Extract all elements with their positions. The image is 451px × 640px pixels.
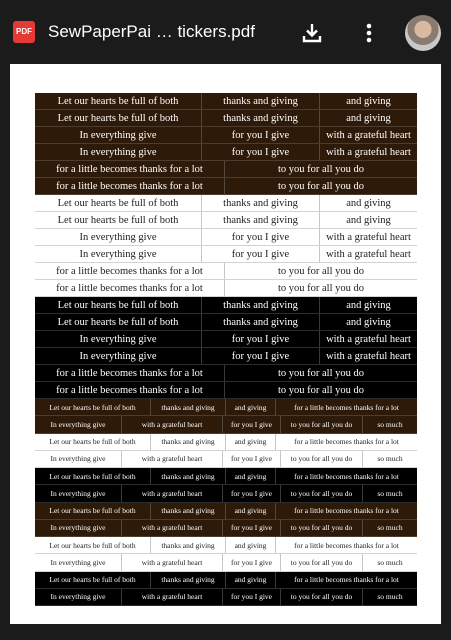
sticker-row (35, 246, 417, 263)
sticker-row (35, 416, 417, 433)
sticker-row (35, 229, 417, 246)
sticker-label: so much (377, 523, 403, 533)
sticker-label: In everything give (35, 246, 202, 262)
sticker-label: for a little becomes thanks for a lot (294, 506, 399, 516)
sticker-row (35, 503, 417, 520)
sticker-label: In everything give (35, 229, 202, 245)
sticker-label: thanks and giving (202, 297, 320, 313)
sticker-label: and giving (226, 434, 276, 450)
sticker-sheet (35, 93, 417, 606)
sticker-row (35, 399, 417, 416)
sticker-label: thanks and giving (151, 572, 226, 588)
sticker-row (35, 434, 417, 451)
sticker-label: to you for all you do (277, 282, 365, 294)
sticker-label: Let our hearts be full of both (35, 399, 151, 415)
sticker-row (35, 485, 417, 502)
sticker-label: so much (377, 592, 403, 602)
sticker-row (35, 127, 417, 144)
sticker-label: to you for all you do (281, 520, 363, 536)
sticker-label: to you for all you do (281, 451, 363, 467)
sticker-label: so much (377, 488, 403, 498)
sticker-label: and giving (346, 214, 391, 226)
sticker-label: thanks and giving (202, 93, 320, 109)
sticker-label: with a grateful heart (326, 129, 411, 141)
sticker-label: In everything give (35, 554, 122, 570)
sticker-label: In everything give (35, 144, 202, 160)
sticker-label: Let our hearts be full of both (35, 93, 202, 109)
sticker-label: thanks and giving (151, 399, 226, 415)
sticker-label: for you I give (202, 331, 320, 347)
sticker-label: for a little becomes thanks for a lot (35, 263, 225, 279)
sticker-row (35, 297, 417, 314)
pdf-file-icon: PDF (13, 21, 35, 43)
sticker-label: to you for all you do (281, 485, 363, 501)
sticker-row (35, 314, 417, 331)
sticker-label: to you for all you do (277, 367, 365, 379)
sticker-label: for you I give (223, 451, 281, 467)
sticker-label: and giving (346, 197, 391, 209)
sticker-label: to you for all you do (281, 589, 363, 605)
sticker-label: Let our hearts be full of both (35, 195, 202, 211)
sticker-label: with a grateful heart (326, 333, 411, 345)
sticker-label: for a little becomes thanks for a lot (35, 365, 225, 381)
sticker-label: with a grateful heart (326, 350, 411, 362)
sticker-label: to you for all you do (277, 384, 365, 396)
sticker-label: for a little becomes thanks for a lot (35, 280, 225, 296)
sticker-label: for you I give (223, 554, 281, 570)
sticker-label: so much (377, 419, 403, 429)
sticker-label: for you I give (202, 144, 320, 160)
sticker-label: with a grateful heart (122, 485, 223, 501)
sticker-label: for a little becomes thanks for a lot (294, 437, 399, 447)
sticker-row (35, 161, 417, 178)
sticker-label: Let our hearts be full of both (35, 110, 202, 126)
sticker-label: In everything give (35, 127, 202, 143)
sticker-row (35, 144, 417, 161)
sticker-label: thanks and giving (151, 537, 226, 553)
sticker-row (35, 331, 417, 348)
sticker-label: so much (377, 557, 403, 567)
sticker-label: and giving (226, 572, 276, 588)
sticker-label: and giving (346, 112, 391, 124)
sticker-label: In everything give (35, 348, 202, 364)
sticker-label: and giving (226, 399, 276, 415)
sticker-label: thanks and giving (202, 195, 320, 211)
sticker-label: for a little becomes thanks for a lot (294, 575, 399, 585)
sticker-label: and giving (346, 95, 391, 107)
download-icon[interactable] (300, 21, 324, 45)
sticker-row (35, 178, 417, 195)
sticker-row (35, 554, 417, 571)
sticker-label: Let our hearts be full of both (35, 572, 151, 588)
sticker-label: for you I give (223, 416, 281, 432)
sticker-row (35, 589, 417, 606)
sticker-label: and giving (346, 316, 391, 328)
sticker-label: and giving (226, 468, 276, 484)
avatar[interactable] (405, 15, 441, 51)
sticker-label: for a little becomes thanks for a lot (294, 540, 399, 550)
sticker-label: for you I give (202, 348, 320, 364)
sticker-label: thanks and giving (202, 110, 320, 126)
sticker-row (35, 195, 417, 212)
sticker-row (35, 572, 417, 589)
sticker-label: Let our hearts be full of both (35, 314, 202, 330)
sticker-label: thanks and giving (202, 212, 320, 228)
sticker-label: to you for all you do (281, 554, 363, 570)
sticker-label: In everything give (35, 331, 202, 347)
sticker-label: so much (377, 454, 403, 464)
sticker-label: with a grateful heart (122, 416, 223, 432)
sticker-label: for a little becomes thanks for a lot (35, 161, 225, 177)
sticker-label: and giving (346, 299, 391, 311)
sticker-row (35, 365, 417, 382)
sticker-label: for a little becomes thanks for a lot (294, 471, 399, 481)
sticker-label: thanks and giving (151, 434, 226, 450)
sticker-row (35, 263, 417, 280)
sticker-row (35, 537, 417, 554)
sticker-label: and giving (226, 503, 276, 519)
sticker-label: for a little becomes thanks for a lot (35, 382, 225, 398)
sticker-label: Let our hearts be full of both (35, 212, 202, 228)
sticker-label: to you for all you do (281, 416, 363, 432)
sticker-label: thanks and giving (151, 468, 226, 484)
sticker-label: and giving (226, 537, 276, 553)
sticker-row (35, 382, 417, 399)
top-app-bar (0, 0, 451, 62)
sticker-label: for you I give (223, 520, 281, 536)
sticker-label: to you for all you do (277, 163, 365, 175)
sticker-row (35, 110, 417, 127)
sticker-label: to you for all you do (277, 180, 365, 192)
sticker-label: with a grateful heart (326, 146, 411, 158)
sticker-row (35, 280, 417, 297)
sticker-row (35, 520, 417, 537)
sticker-label: for you I give (202, 229, 320, 245)
sticker-label: thanks and giving (202, 314, 320, 330)
sticker-label: In everything give (35, 520, 122, 536)
sticker-label: Let our hearts be full of both (35, 434, 151, 450)
sticker-label: with a grateful heart (122, 554, 223, 570)
sticker-row (35, 468, 417, 485)
sticker-label: Let our hearts be full of both (35, 537, 151, 553)
sticker-label: for a little becomes thanks for a lot (35, 178, 225, 194)
sticker-label: thanks and giving (151, 503, 226, 519)
sticker-row (35, 212, 417, 229)
sticker-label: for a little becomes thanks for a lot (294, 402, 399, 412)
sticker-label: Let our hearts be full of both (35, 297, 202, 313)
sticker-label: for you I give (202, 127, 320, 143)
sticker-label: to you for all you do (277, 265, 365, 277)
sticker-row (35, 348, 417, 365)
sticker-row (35, 451, 417, 468)
more-vert-icon[interactable] (357, 21, 381, 45)
sticker-label: for you I give (202, 246, 320, 262)
sticker-label: In everything give (35, 485, 122, 501)
sticker-label: with a grateful heart (122, 520, 223, 536)
sticker-label: Let our hearts be full of both (35, 468, 151, 484)
sticker-label: for you I give (223, 589, 281, 605)
sticker-label: In everything give (35, 589, 122, 605)
sticker-label: with a grateful heart (122, 589, 223, 605)
sticker-row (35, 93, 417, 110)
sticker-label: In everything give (35, 416, 122, 432)
sticker-label: In everything give (35, 451, 122, 467)
sticker-label: Let our hearts be full of both (35, 503, 151, 519)
file-title: SewPaperPai … tickers.pdf (48, 22, 255, 41)
sticker-label: with a grateful heart (326, 248, 411, 260)
sticker-label: with a grateful heart (326, 231, 411, 243)
sticker-label: with a grateful heart (122, 451, 223, 467)
sticker-label: for you I give (223, 485, 281, 501)
